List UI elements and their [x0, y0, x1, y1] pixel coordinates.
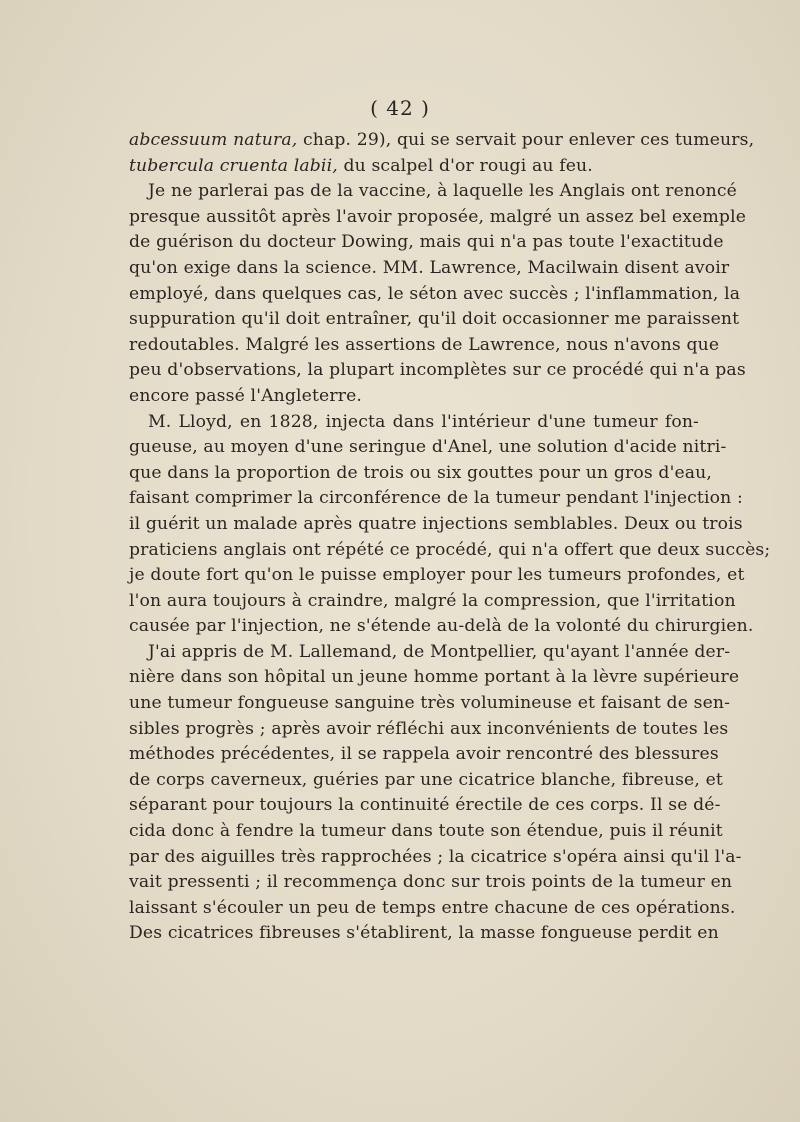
- text-segment: laissant s'écouler un peu de temps entre chacune de ces opérations.: [129, 897, 736, 918]
- text-line: [129, 819, 723, 845]
- text-segment: par des aiguilles très rapprochées ; la cicatrice s'opéra ainsi qu'il l'a-: [129, 846, 742, 867]
- text-segment: Je ne parlerai pas de la vaccine, à laquelle les Anglais ont renoncé: [148, 181, 737, 202]
- text-line: [129, 230, 724, 256]
- text-line: [129, 154, 699, 180]
- text-line: [129, 640, 731, 666]
- text-segment: du scalpel d'or rougi au feu.: [337, 155, 593, 176]
- text-segment: il guérit un malade après quatre injections semblables. Deux ou trois: [129, 513, 743, 534]
- text-segment: J'ai appris de M. Lallemand, de Montpellier, qu'ayant l'année der-: [148, 641, 731, 662]
- text-line: [129, 768, 723, 794]
- text-line: [129, 563, 745, 589]
- text-line: [129, 307, 740, 333]
- text-segment: redoutables. Malgré les assertions de Lawrence, nous n'avons que: [129, 334, 720, 355]
- text-line: [129, 410, 699, 436]
- text-segment: suppuration qu'il doit entraîner, qu'il doit occasionner me paraissent: [129, 309, 740, 330]
- text-segment: cida donc à fendre la tumeur dans toute son étendue, puis il réunit: [129, 821, 723, 842]
- text-line: [129, 179, 737, 205]
- text-segment: de guérison du docteur Dowing, mais qui n'a pas toute l'exactitude: [129, 232, 724, 253]
- text-segment: faisant comprimer la circonférence de la tumeur pendant l'injection :: [129, 488, 743, 509]
- text-segment: vait pressenti ; il recommença donc sur trois points de la tumeur en: [129, 872, 733, 893]
- text-line: [129, 614, 754, 640]
- italic-text-segment: abcessuum natura,: [129, 130, 298, 150]
- text-line: [129, 384, 699, 410]
- text-line: [129, 435, 727, 461]
- text-line: [129, 256, 730, 282]
- text-segment: nière dans son hôpital un jeune homme portant à la lèvre supérieure: [129, 667, 740, 688]
- text-segment: encore passé l'Angleterre.: [129, 385, 363, 406]
- text-line: [129, 538, 771, 564]
- text-segment: gueuse, au moyen d'une seringue d'Anel, une solution d'acide nitri-: [129, 437, 727, 458]
- text-segment: chap. 29), qui se servait pour enlever ces tumeurs,: [297, 130, 755, 150]
- text-segment: presque aussitôt après l'avoir proposée, malgré un assez bel exemple: [129, 206, 747, 227]
- text-line: [129, 333, 720, 359]
- text-line: [129, 461, 712, 487]
- text-segment: sibles progrès ; après avoir réfléchi aux inconvénients de toutes les: [129, 718, 729, 739]
- text-segment: méthodes précédentes, il se rappela avoir rencontré des blessures: [129, 744, 719, 765]
- text-segment: que dans la proportion de trois ou six gouttes pour un gros d'eau,: [129, 462, 712, 483]
- text-line: [129, 589, 736, 615]
- text-line: [129, 128, 755, 154]
- text-line: [129, 896, 736, 922]
- text-line: [129, 486, 743, 512]
- text-line: [129, 282, 741, 308]
- text-segment: séparant pour toujours la continuité érectile de ces corps. Il se dé-: [129, 795, 721, 816]
- text-segment: praticiens anglais ont répété ce procédé, qui n'a offert que deux succès;: [129, 539, 771, 560]
- text-line: [129, 665, 740, 691]
- text-line: [129, 717, 729, 743]
- text-segment: employé, dans quelques cas, le séton avec succès ; l'inflammation, la: [129, 283, 741, 304]
- text-segment: l'on aura toujours à craindre, malgré la compression, que l'irritation: [129, 590, 736, 611]
- page-number: ( 42 ): [370, 96, 430, 120]
- text-line: [129, 742, 719, 768]
- text-segment: causée par l'injection, ne s'étende au-delà de la volonté du chirurgien.: [129, 616, 754, 637]
- italic-text-segment: tubercula cruenta labii,: [129, 155, 338, 176]
- text-line: [129, 358, 746, 384]
- body-text: [129, 128, 771, 947]
- text-segment: peu d'observations, la plupart incomplètes sur ce procédé qui n'a pas: [129, 360, 746, 381]
- text-line: [129, 870, 733, 896]
- text-segment: M. Lloyd, en 1828, injecta dans l'intérieur d'une tumeur fon-: [148, 411, 699, 432]
- text-line: [129, 512, 743, 538]
- text-line: [129, 691, 731, 717]
- text-line: [129, 845, 742, 871]
- text-segment: une tumeur fongueuse sanguine très volumineuse et faisant de sen-: [129, 693, 731, 714]
- text-line: [129, 921, 719, 947]
- text-segment: je doute fort qu'on le puisse employer pour les tumeurs profondes, et: [129, 565, 745, 586]
- text-segment: de corps caverneux, guéries par une cicatrice blanche, fibreuse, et: [129, 769, 723, 790]
- text-segment: Des cicatrices fibreuses s'établirent, la masse fongueuse perdit en: [129, 923, 719, 944]
- text-segment: qu'on exige dans la science. MM. Lawrence, Macilwain disent avoir: [129, 257, 730, 278]
- text-line: [129, 793, 721, 819]
- text-line: [129, 205, 747, 231]
